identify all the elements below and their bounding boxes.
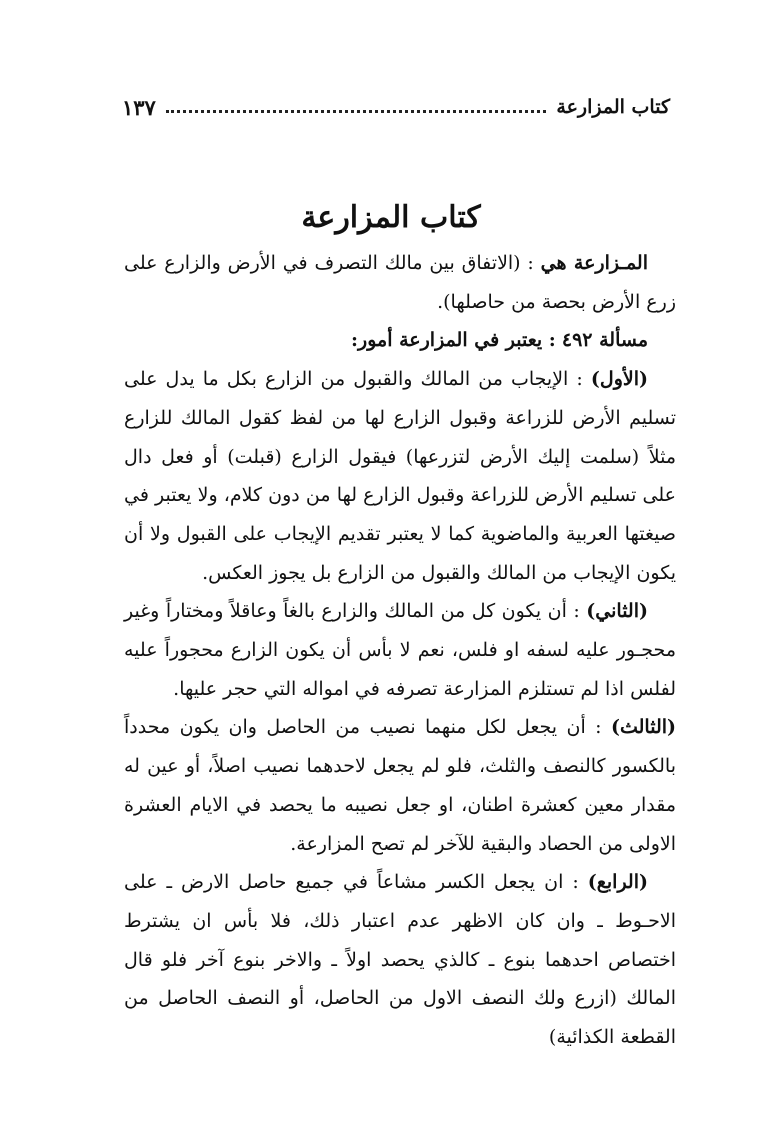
issue-paragraph [124, 321, 676, 360]
condition-label: (الرابع) [587, 871, 648, 894]
body-text [124, 244, 676, 1057]
leader-dots [166, 102, 547, 113]
condition-paragraph-first [124, 360, 676, 592]
condition-text: : الإيجاب من المالك والقبول من الزارع بكل ما يدل على تسليم الأرض للزراعة وقبول الزارع لها من لفظ كقول المالك للزارع مثلاً (سلمت إليك الأرض لتزرعها) فيقول الزارع (قبلت) أو فعل دال على تسليم الأرض للزراعة وقبول الزارع لها من دون كلام، ولا يعتبر في صيغتها العربية والماضوية كما لا يعتبر تقديم الإيجاب على القبول ولا أن يكون الإيجاب من المالك والقبول من الزارع بل يجوز العكس. [124, 368, 676, 584]
definition-paragraph [124, 244, 676, 321]
running-header-title: كتاب المزارعة [556, 96, 670, 118]
running-header [122, 92, 670, 122]
issue-label: مسألة ٤٩٢ [561, 329, 648, 352]
condition-paragraph-third [124, 708, 676, 863]
condition-paragraph-fourth [124, 863, 676, 1057]
issue-text: : يعتبر في المزارعة أمور: [351, 329, 556, 352]
condition-label: (الأول) [590, 368, 648, 391]
condition-label: (الثاني) [586, 600, 648, 623]
definition-text: : (الاتفاق بين مالك التصرف في الأرض والزارع على زرع الأرض بحصة من حاصلها). [124, 252, 676, 313]
definition-label: المـزارعة هي [540, 252, 648, 274]
page-number: ١٣٧ [122, 94, 156, 120]
condition-text: : أن يكون كل من المالك والزارع بالغاً وعاقلاً ومختاراً وغير محجـور عليه لسفه او فلس، نعم لا بأس أن يكون الزارع محجوراً عليه لفلس اذا لم تستلزم المزارعة تصرفه في امواله التي حجر عليها. [124, 600, 676, 700]
condition-text: : أن يجعل لكل منهما نصيب من الحاصل وان يكون محدداً بالكسور كالنصف والثلث، فلو لم يجعل لاحدهما نصيب اصلاً، أو عين له مقدار معين كعشرة اطنان، او جعل نصيبه ما يحصد في الايام العشرة الاولى من الحصاد والبقية للآخر لم تصح المزارعة. [124, 716, 676, 855]
condition-text: : ان يجعل الكسر مشاعاً في جميع حاصل الارض ـ على الاحـوط ـ وان كان الاظهر عدم اعتبار ذلك، فلا بأس ان يشترط اختصاص احدهما بنوع ـ كالذي يحصد اولاً ـ والاخر بنوع آخر فلو قال المالك (ازرع ولك النصف الاول من الحاصل، أو النصف الحاصل من القطعة الكذائية) [124, 871, 676, 1049]
condition-label: (الثالث) [610, 716, 676, 739]
chapter-title: كتاب المزارعة [301, 200, 481, 235]
condition-paragraph-second [124, 592, 676, 708]
